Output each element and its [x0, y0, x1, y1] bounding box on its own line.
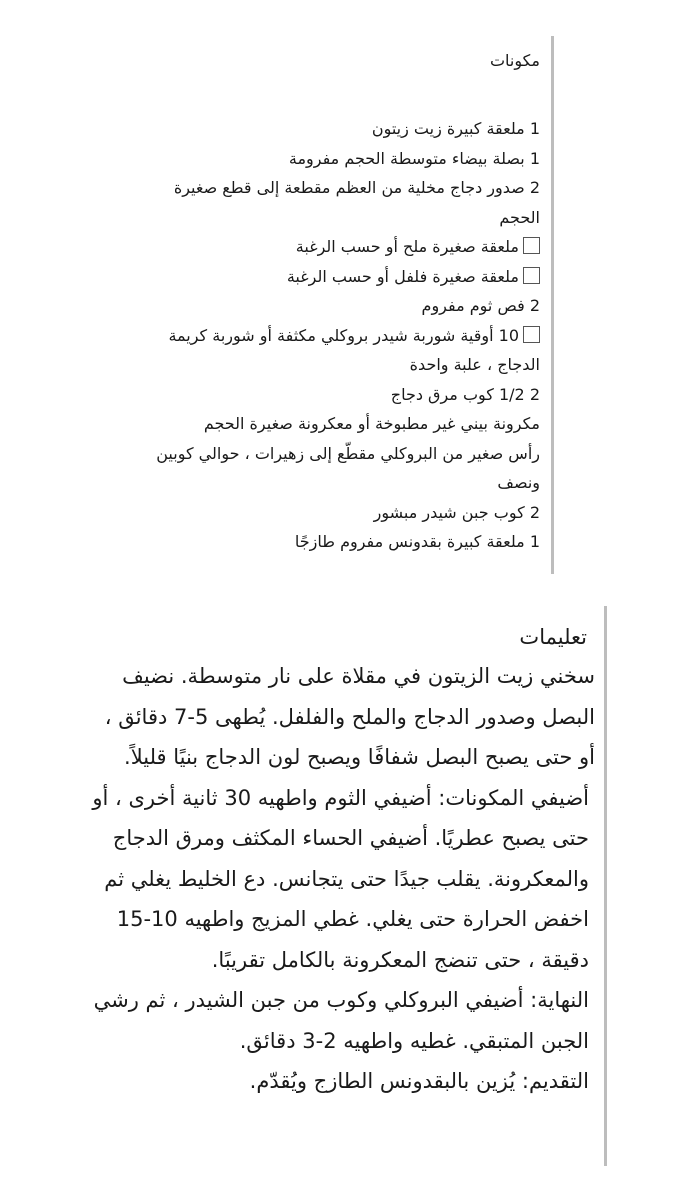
- instructions-list: [90, 656, 595, 1102]
- checkbox-icon[interactable]: [523, 267, 540, 284]
- checkbox-icon[interactable]: [523, 237, 540, 254]
- instruction-step: أضيفي المكونات: أضيفي الثوم واطهيه 30 ثانية أخرى ، أو حتى يصبح عطريًا. أضيفي الحساء المكثف ومرق الدجاج والمعكرونة. يقلب جيدًا حتى يتجانس. دع الخليط يغلي ثم اخفض الحرارة حتى يغلي. غطي المزيج واطهيه 10-15 دقيقة ، حتى تنضج المعكرونة بالكامل تقريبًا.: [92, 785, 589, 972]
- ingredient-item: [130, 439, 540, 498]
- ingredient-item: [130, 262, 540, 292]
- ingredient-item: [130, 321, 540, 380]
- ingredient-text: 2 فص ثوم مفروم: [421, 296, 540, 315]
- ingredients-divider: [551, 36, 554, 574]
- ingredient-text: ملعقة صغيرة فلفل أو حسب الرغبة: [286, 266, 519, 286]
- ingredients-list: [130, 114, 540, 557]
- instructions-divider: [604, 606, 607, 1166]
- ingredient-item: [130, 409, 540, 439]
- instruction-step: التقديم: يُزين بالبقدونس الطازج ويُقدّم.: [249, 1069, 589, 1093]
- instruction-step: سخني زيت الزيتون في مقلاة على نار متوسطة. نضيف البصل وصدور الدجاج والملح والفلفل. يُطهى 5-7 دقائق ، أو حتى يصبح البصل شفافًا ويصبح لون الدجاج بنيًا قليلاً.: [104, 664, 595, 769]
- ingredient-item: [130, 144, 540, 174]
- ingredient-item: [130, 291, 540, 321]
- instruction-step: النهاية: أضيفي البروكلي وكوب من جبن الشيدر ، ثم رشي الجبن المتبقي. غطيه واطهيه 2-3 دقائق.: [93, 988, 589, 1053]
- ingredient-text: رأس صغير من البروكلي مقطّع إلى زهيرات ، حوالي كوبين ونصف: [156, 443, 540, 492]
- instructions-section: [90, 620, 595, 1102]
- ingredient-text: 1 بصلة بيضاء متوسطة الحجم مفرومة: [288, 148, 540, 168]
- ingredient-text: 2 كوب جبن شيدر مبشور: [373, 502, 540, 522]
- ingredient-text: 2 1/2 كوب مرق دجاج: [390, 384, 540, 404]
- ingredient-item: [130, 498, 540, 528]
- ingredient-item: [130, 380, 540, 410]
- ingredient-item: [130, 232, 540, 262]
- checkbox-icon[interactable]: [523, 326, 540, 343]
- ingredient-text: 2 صدور دجاج مخلية من العظم مقطعة إلى قطع صغيرة الحجم: [173, 178, 540, 227]
- ingredient-text: مكرونة بيني غير مطبوخة أو معكرونة صغيرة الحجم: [203, 414, 540, 433]
- instructions-title: تعليمات: [519, 625, 587, 649]
- ingredient-text: 1 ملعقة كبيرة بقدونس مفروم طازجًا: [294, 532, 540, 551]
- ingredient-item: [130, 114, 540, 144]
- ingredient-item: [130, 173, 540, 232]
- ingredient-text: 1 ملعقة كبيرة زيت زيتون: [371, 119, 540, 138]
- ingredient-item: [130, 527, 540, 557]
- ingredient-text: ملعقة صغيرة ملح أو حسب الرغبة: [295, 237, 519, 256]
- ingredients-section: [130, 40, 540, 557]
- ingredient-text: 10 أوقية شوربة شيدر بروكلي مكثفة أو شوربة كريمة الدجاج ، علبة واحدة: [168, 325, 540, 374]
- ingredients-title: مكونات: [489, 51, 540, 70]
